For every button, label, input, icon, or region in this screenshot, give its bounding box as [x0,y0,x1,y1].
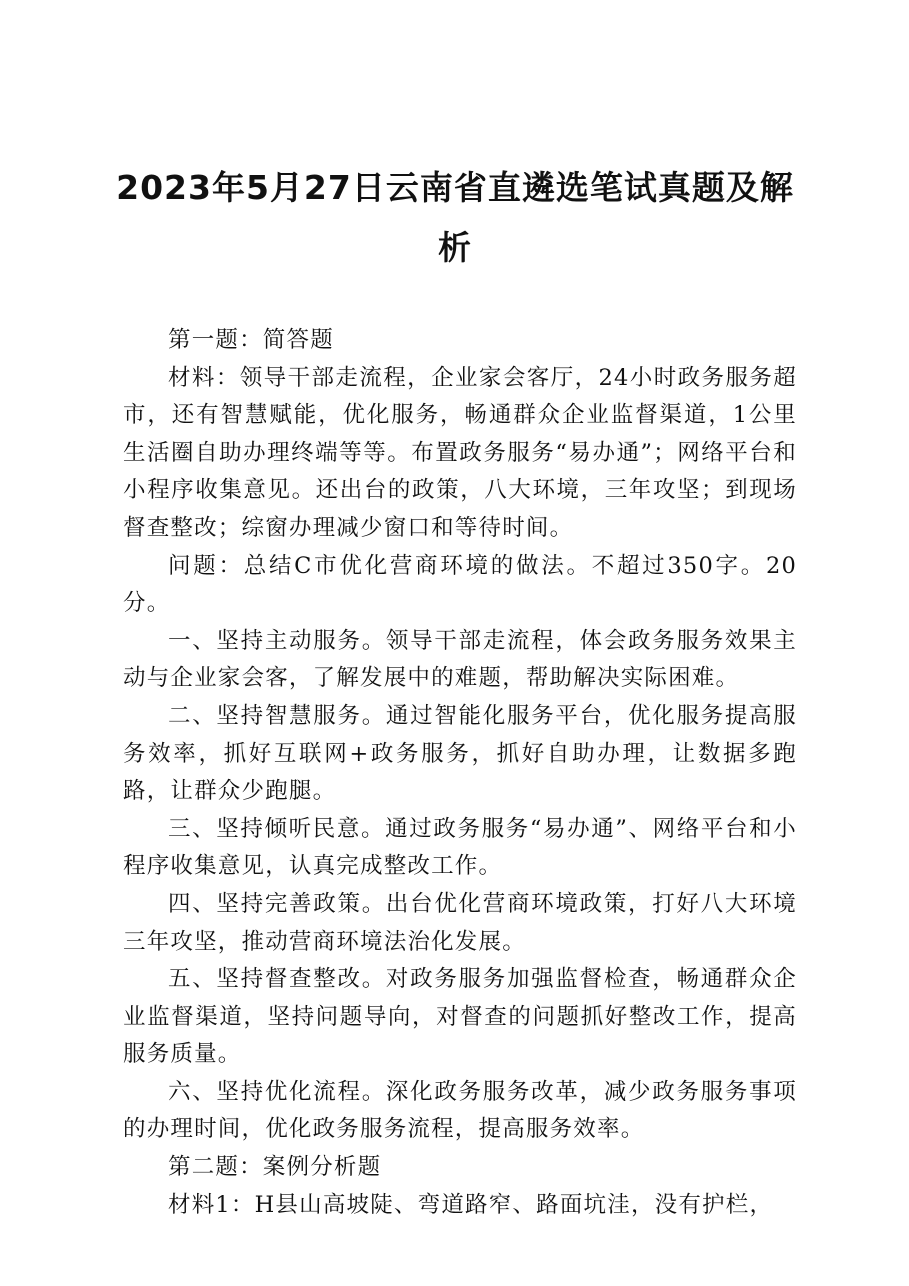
document-body [123,322,797,1224]
document-title: 2023年5月27日云南省直遴选笔试真题及解析 [116,168,794,267]
paragraph-answer-1: 一、坚持主动服务。领导干部走流程，体会政务服务效果主动与企业家会客，了解发展中的难题，帮助解决实际困难。 [123,627,797,692]
paragraph-answer-5: 五、坚持督查整改。对政务服务加强监督检查，畅通群众企业监督渠道，坚持问题导向，对督查的问题抓好整改工作，提高服务质量。 [123,966,797,1068]
paragraph-answer-6: 六、坚持优化流程。深化政务服务改革，减少政务服务事项的办理时间，优化政务服务流程，提高服务效率。 [123,1078,797,1143]
paragraph-material-1: 材料1：H县山高坡陡、弯道路窄、路面坑洼，没有护栏， [168,1191,774,1218]
paragraph-answer-3: 三、坚持倾听民意。通过政务服务“易办通”、网络平台和小程序收集意见，认真完成整改工作。 [123,815,797,880]
paragraph-question: 问题：总结C市优化营商环境的做法。不超过350字。20分。 [123,552,797,617]
paragraph-answer-2: 二、坚持智慧服务。通过智能化服务平台，优化服务提高服务效率，抓好互联网+政务服务，抓好自助办理，让数据多跑路，让群众少跑腿。 [123,702,797,805]
paragraph-section-2-heading: 第二题：案例分析题 [168,1154,382,1181]
paragraph-section-1-heading: 第一题：简答题 [168,327,334,353]
paragraph-answer-4: 四、坚持完善政策。出台优化营商环境政策，打好八大环境三年攻坚，推动营商环境法治化发展。 [123,890,797,955]
paragraph-material: 材料：领导干部走流程，企业家会客厅，24小时政务服务超市，还有智慧赋能，优化服务，畅通群众企业监督渠道，1公里生活圈自助办理终端等等。布置政务服务“易办通”；网络平台和小程序收集意见。还出台的政策，八大环境，三年攻坚；到现场督查整改；综窗办理减少窗口和等待时间。 [123,364,797,541]
